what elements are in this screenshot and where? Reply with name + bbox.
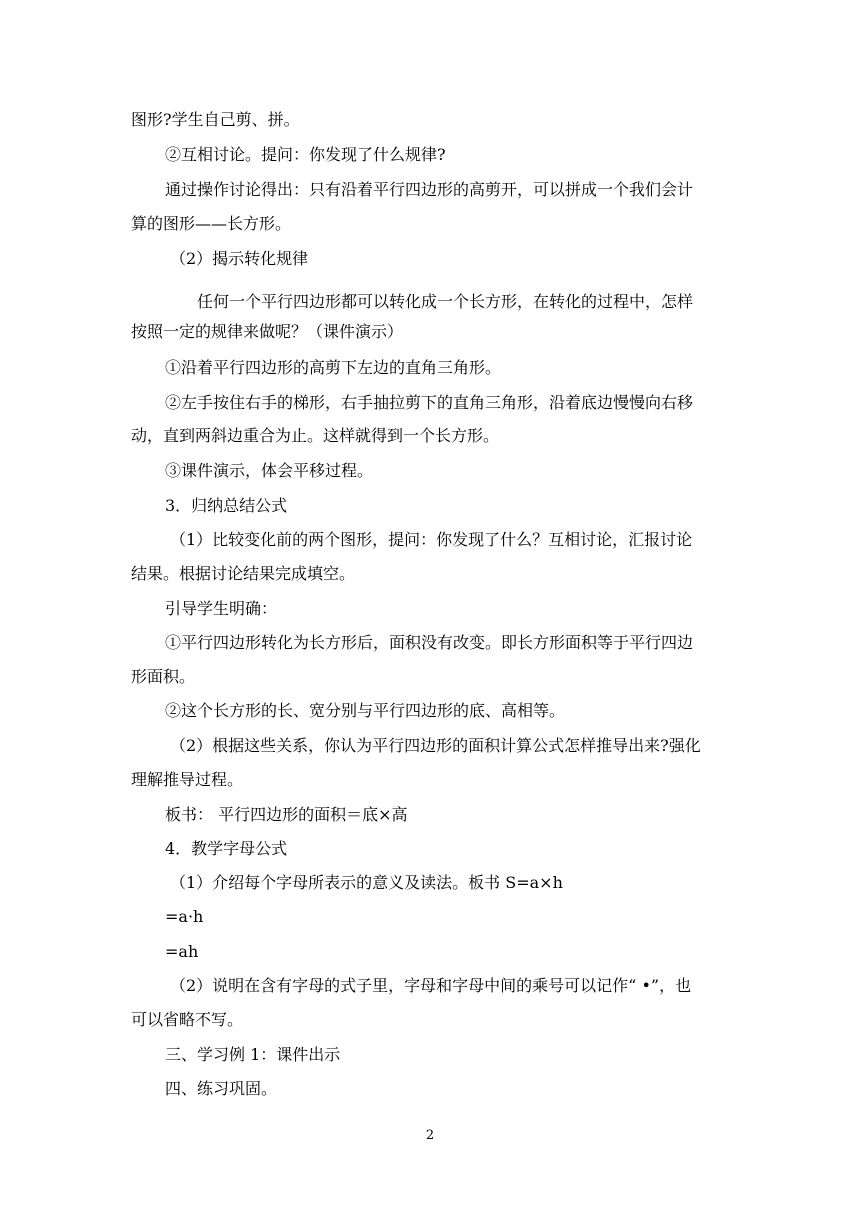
text-line-11: ③课件演示，体会平移过程。 bbox=[165, 461, 374, 480]
text-line-27: 可以省略不写。 bbox=[131, 1010, 244, 1029]
text-line-10: 动，直到两斜边重合为止。这样就得到一个长方形。 bbox=[131, 426, 500, 445]
text-line-25: =ah bbox=[165, 942, 199, 961]
text-line-12: 3．归纳总结公式 bbox=[165, 496, 288, 515]
text-line-23: （1）介绍每个字母所表示的意义及读法。板书 S=a×h bbox=[170, 873, 563, 892]
text-line-6: 任何一个平行四边形都可以转化成一个长方形，在转化的过程中，怎样 bbox=[197, 292, 694, 311]
text-line-7: 按照一定的规律来做呢？（课件演示） bbox=[131, 322, 404, 341]
text-line-22: 4．教学字母公式 bbox=[165, 839, 288, 858]
text-line-2: ②互相讨论。提问：你发现了什么规律? bbox=[165, 145, 446, 164]
text-line-18: ②这个长方形的长、宽分别与平行四边形的底、高相等。 bbox=[165, 701, 566, 720]
text-line-28: 三、学习例 1：课件出示 bbox=[165, 1045, 341, 1064]
text-line-14: 结果。根据讨论结果完成填空。 bbox=[131, 564, 356, 583]
text-line-15: 引导学生明确： bbox=[165, 599, 278, 618]
text-line-26: （2）说明在含有字母的式子里，字母和字母中间的乘号可以记作“ •”，也 bbox=[170, 976, 692, 995]
text-line-17: 形面积。 bbox=[131, 667, 196, 686]
text-line-24: =a·h bbox=[165, 907, 204, 926]
text-line-8: ①沿着平行四边形的高剪下左边的直角三角形。 bbox=[165, 358, 502, 377]
text-line-1: 图形?学生自己剪、拼。 bbox=[131, 110, 300, 129]
text-line-3: 通过操作讨论得出：只有沿着平行四边形的高剪开，可以拼成一个我们会计 bbox=[165, 180, 694, 199]
text-line-19: （2）根据这些关系，你认为平行四边形的面积计算公式怎样推导出来?强化 bbox=[170, 736, 701, 755]
text-line-4: 算的图形——长方形。 bbox=[131, 214, 292, 233]
text-line-20: 理解推导过程。 bbox=[131, 770, 244, 789]
text-line-9: ②左手按住右手的梯形，右手抽拉剪下的直角三角形，沿着底边慢慢向右移 bbox=[165, 393, 694, 412]
text-line-29: 四、练习巩固。 bbox=[165, 1079, 278, 1098]
text-line-21: 板书： 平行四边形的面积＝底×高 bbox=[165, 805, 408, 824]
text-line-5: （2）揭示转化规律 bbox=[170, 249, 309, 268]
page-number: 2 bbox=[425, 1128, 435, 1143]
text-line-13: （1）比较变化前的两个图形，提问：你发现了什么？互相讨论，汇报讨论 bbox=[170, 530, 693, 549]
text-line-16: ①平行四边形转化为长方形后，面积没有改变。即长方形面积等于平行四边 bbox=[165, 633, 694, 652]
